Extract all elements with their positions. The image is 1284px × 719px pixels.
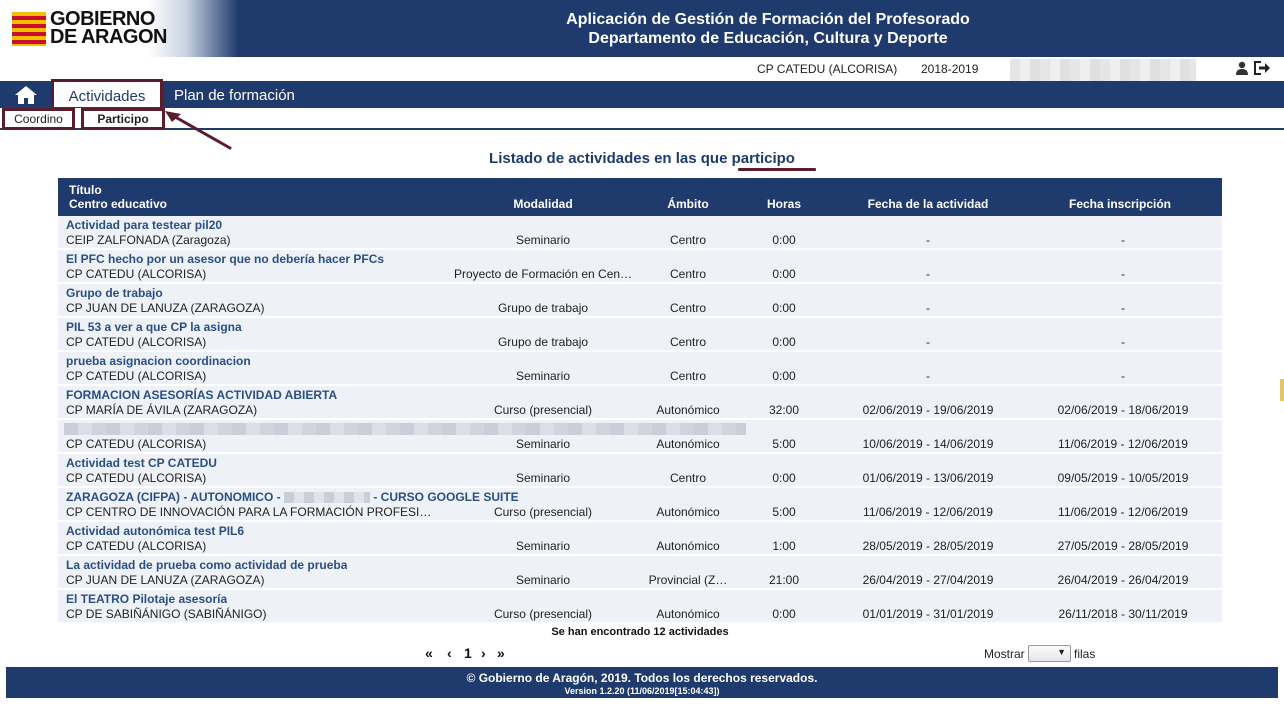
activity-ambito: Centro (669, 233, 707, 247)
first-page-button[interactable]: « (425, 645, 433, 661)
activity-name[interactable]: Actividad para testear pil20 (66, 218, 223, 232)
activity-center: CEIP ZALFONADA (Zaragoza) (66, 233, 231, 247)
tab-plan-formacion[interactable]: Plan de formación (174, 87, 295, 104)
activity-center: CP CATEDU (ALCORISA) (66, 369, 207, 383)
activity-name-part: ZARAGOZA (CIFPA) - AUTONOMICO - (66, 490, 284, 504)
activity-ambito: Autonómico (656, 505, 720, 519)
activity-fecha-actividad: 10/06/2019 - 14/06/2019 (862, 437, 994, 451)
activity-center: CP CENTRO DE INNOVACIÓN PARA LA FORMACIÓN PROFESI… (66, 505, 432, 519)
activity-horas: 0:00 (772, 233, 796, 247)
redacted-activity-name (64, 423, 746, 435)
activity-name[interactable]: PIL 53 a ver a que CP la asigna (66, 320, 242, 334)
page-title: Listado de actividades en las que participo (489, 150, 795, 167)
activity-modalidad: Curso (presencial) (493, 505, 593, 519)
table-row[interactable] (58, 284, 1222, 318)
activity-modalidad: Seminario (515, 539, 571, 553)
activity-fecha-inscripcion: 02/06/2019 - 18/06/2019 (1057, 403, 1189, 417)
last-page-button[interactable]: » (497, 645, 505, 661)
table-header (58, 178, 1222, 216)
table-body (58, 216, 1222, 624)
prev-page-button[interactable]: ‹ (447, 645, 452, 661)
subtab-participo-label: Participo (97, 112, 149, 126)
activity-center: CP MARÍA DE ÁVILA (ZARAGOZA) (66, 403, 258, 417)
table-row[interactable] (58, 352, 1222, 386)
activity-ambito: Autonómico (656, 607, 720, 621)
tab-actividades[interactable] (51, 79, 163, 107)
table-row[interactable] (58, 590, 1222, 624)
government-logo[interactable] (0, 0, 238, 57)
table-row[interactable] (58, 318, 1222, 352)
activity-center: CP CATEDU (ALCORISA) (66, 539, 207, 553)
activity-modalidad: Seminario (515, 369, 571, 383)
activity-center: CP DE SABIÑÁNIGO (SABIÑÁNIGO) (66, 607, 267, 621)
activity-modalidad: Seminario (515, 437, 571, 451)
copyright: © Gobierno de Aragón, 2019. Todos los derechos reservados. (466, 671, 818, 685)
app-title-line-2: Departamento de Educación, Cultura y Deporte (588, 30, 948, 47)
rows-label: filas (1074, 647, 1096, 661)
activity-fecha-inscripcion: 11/06/2019 - 12/06/2019 (1058, 437, 1188, 451)
current-center: CP CATEDU (ALCORISA) (757, 62, 898, 76)
subtab-participo[interactable] (81, 108, 165, 130)
activity-modalidad: Curso (presencial) (493, 607, 593, 621)
activity-horas: 0:00 (772, 369, 796, 383)
activity-ambito: Autonómico (656, 437, 720, 451)
info-bar (0, 57, 1284, 81)
activity-horas: 0:00 (772, 335, 796, 349)
logo-line-2: DE ARAGON (50, 26, 167, 48)
activity-fecha-actividad: 01/01/2019 - 31/01/2019 (862, 607, 994, 621)
activity-center: CP JUAN DE LANUZA (ZARAGOZA) (66, 573, 265, 587)
activity-center: CP JUAN DE LANUZA (ZARAGOZA) (66, 301, 265, 315)
scroll-marker (1280, 379, 1284, 401)
header-modalidad[interactable]: Modalidad (513, 197, 573, 211)
table-row[interactable] (58, 386, 1222, 420)
table-row[interactable] (58, 420, 1222, 454)
activity-fecha-actividad: - (926, 335, 930, 349)
header-fecha-inscripcion[interactable]: Fecha inscripción (1068, 197, 1172, 211)
footer (6, 667, 1278, 698)
activity-horas: 1:00 (772, 539, 796, 553)
activity-name[interactable]: prueba asignacion coordinacion (66, 354, 251, 368)
activity-fecha-inscripcion: - (1121, 301, 1125, 315)
activity-modalidad: Curso (presencial) (493, 403, 593, 417)
app-title (470, 10, 1066, 48)
activity-fecha-actividad: 02/06/2019 - 19/06/2019 (862, 403, 994, 417)
activity-ambito: Centro (669, 369, 707, 383)
activity-fecha-actividad: 01/06/2019 - 13/06/2019 (862, 471, 994, 485)
activity-fecha-inscripcion: - (1121, 369, 1125, 383)
activity-name[interactable] (66, 490, 519, 504)
table-row[interactable] (58, 216, 1222, 250)
activity-name[interactable]: El PFC hecho por un asesor que no debería hacer PFCs (66, 252, 385, 266)
activity-fecha-actividad: - (926, 369, 930, 383)
header-title-label: Título (69, 183, 102, 197)
activity-modalidad: Grupo de trabajo (497, 335, 589, 349)
table-row[interactable] (58, 454, 1222, 488)
activity-center: CP CATEDU (ALCORISA) (66, 267, 207, 281)
activity-fecha-actividad: - (926, 233, 930, 247)
activity-center: CP CATEDU (ALCORISA) (66, 471, 207, 485)
header-title[interactable] (69, 183, 167, 211)
subtab-coordino-label: Coordino (14, 112, 63, 126)
version: Version 1.2.20 (11/06/2019[15:04:43]) (564, 686, 720, 696)
activity-fecha-inscripcion: 27/05/2019 - 28/05/2019 (1057, 539, 1189, 553)
activity-name[interactable]: Grupo de trabajo (66, 286, 163, 300)
activity-horas: 21:00 (768, 573, 800, 587)
activity-horas: 0:00 (772, 471, 796, 485)
activity-fecha-actividad: 11/06/2019 - 12/06/2019 (863, 505, 993, 519)
tab-actividades-label: Actividades (68, 88, 146, 105)
activity-name[interactable]: La actividad de prueba como actividad de prueba (66, 558, 348, 572)
results-count: Se han encontrado 12 actividades (551, 626, 729, 638)
activity-fecha-actividad: - (926, 267, 930, 281)
activity-name[interactable]: Actividad autonómica test PIL6 (66, 524, 245, 538)
activity-fecha-actividad: - (926, 301, 930, 315)
user-icon[interactable] (1236, 61, 1248, 75)
rows-per-page-select[interactable] (1028, 645, 1071, 662)
aragon-flag-icon (12, 12, 46, 46)
activity-name[interactable]: El TEATRO Pilotaje asesoría (66, 592, 228, 606)
activity-name-part: - CURSO GOOGLE SUITE (369, 490, 519, 504)
activity-horas: 0:00 (772, 301, 796, 315)
show-label: Mostrar (984, 647, 1025, 661)
activity-horas: 32:00 (768, 403, 800, 417)
activity-ambito: Centro (669, 335, 707, 349)
activity-horas: 5:00 (772, 505, 796, 519)
table-row[interactable] (58, 488, 1222, 522)
activity-modalidad: Seminario (515, 233, 571, 247)
activity-fecha-actividad: 26/04/2019 - 27/04/2019 (862, 573, 994, 587)
activities-table (58, 178, 1222, 624)
activity-ambito: Provincial (Z… (648, 573, 728, 587)
activity-modalidad: Proyecto de Formación en Cen… (453, 267, 633, 281)
activity-fecha-inscripcion: - (1121, 267, 1125, 281)
activity-horas: 0:00 (772, 607, 796, 621)
activity-horas: 5:00 (772, 437, 796, 451)
activity-center: CP CATEDU (ALCORISA) (66, 335, 207, 349)
subtab-coordino[interactable] (2, 108, 75, 130)
activity-ambito: Autonómico (656, 403, 720, 417)
activity-ambito: Centro (669, 301, 707, 315)
activity-modalidad: Seminario (515, 471, 571, 485)
table-row[interactable] (58, 522, 1222, 556)
logout-icon[interactable] (1253, 60, 1271, 76)
activity-fecha-inscripcion: 26/04/2019 - 26/04/2019 (1057, 573, 1189, 587)
activity-modalidad: Seminario (515, 573, 571, 587)
redacted-name-part (284, 492, 370, 503)
logo-text (50, 10, 167, 46)
school-year: 2018-2019 (921, 62, 979, 76)
activity-name[interactable]: FORMACION ASESORÍAS ACTIVIDAD ABIERTA (66, 388, 338, 402)
header-horas[interactable]: Horas (766, 197, 801, 211)
activity-ambito: Centro (669, 471, 707, 485)
table-row[interactable] (58, 556, 1222, 590)
activity-ambito: Centro (669, 267, 707, 281)
activity-name[interactable]: Actividad test CP CATEDU (66, 456, 217, 470)
chevron-down-icon: ▼ (1057, 647, 1066, 657)
activity-fecha-inscripcion: 26/11/2018 - 30/11/2019 (1058, 607, 1188, 621)
header-ambito[interactable]: Ámbito (667, 197, 709, 211)
activity-fecha-inscripcion: 11/06/2019 - 12/06/2019 (1058, 505, 1188, 519)
header-fecha-actividad[interactable]: Fecha de la actividad (867, 197, 989, 211)
activity-horas: 0:00 (772, 267, 796, 281)
activity-ambito: Autonómico (656, 539, 720, 553)
activity-fecha-inscripcion: 09/05/2019 - 10/05/2019 (1057, 471, 1189, 485)
next-page-button[interactable]: › (481, 645, 486, 661)
activity-fecha-inscripcion: - (1121, 233, 1125, 247)
activity-modalidad: Grupo de trabajo (497, 301, 589, 315)
title-underline (738, 168, 816, 171)
activity-fecha-inscripcion: - (1121, 335, 1125, 349)
current-page[interactable]: 1 (464, 645, 472, 661)
app-title-line-1: Aplicación de Gestión de Formación del Profesorado (566, 11, 970, 28)
main-nav (0, 81, 1284, 108)
app-header (0, 0, 1284, 57)
activity-fecha-actividad: 28/05/2019 - 28/05/2019 (862, 539, 994, 553)
annotation-arrow (160, 108, 240, 156)
home-icon[interactable] (14, 85, 38, 105)
header-center-label: Centro educativo (69, 197, 168, 211)
activity-center: CP CATEDU (ALCORISA) (66, 437, 207, 451)
redacted-user-name (1010, 59, 1196, 81)
logo-line-1: GOBIERNO (50, 8, 155, 30)
table-row[interactable] (58, 250, 1222, 284)
